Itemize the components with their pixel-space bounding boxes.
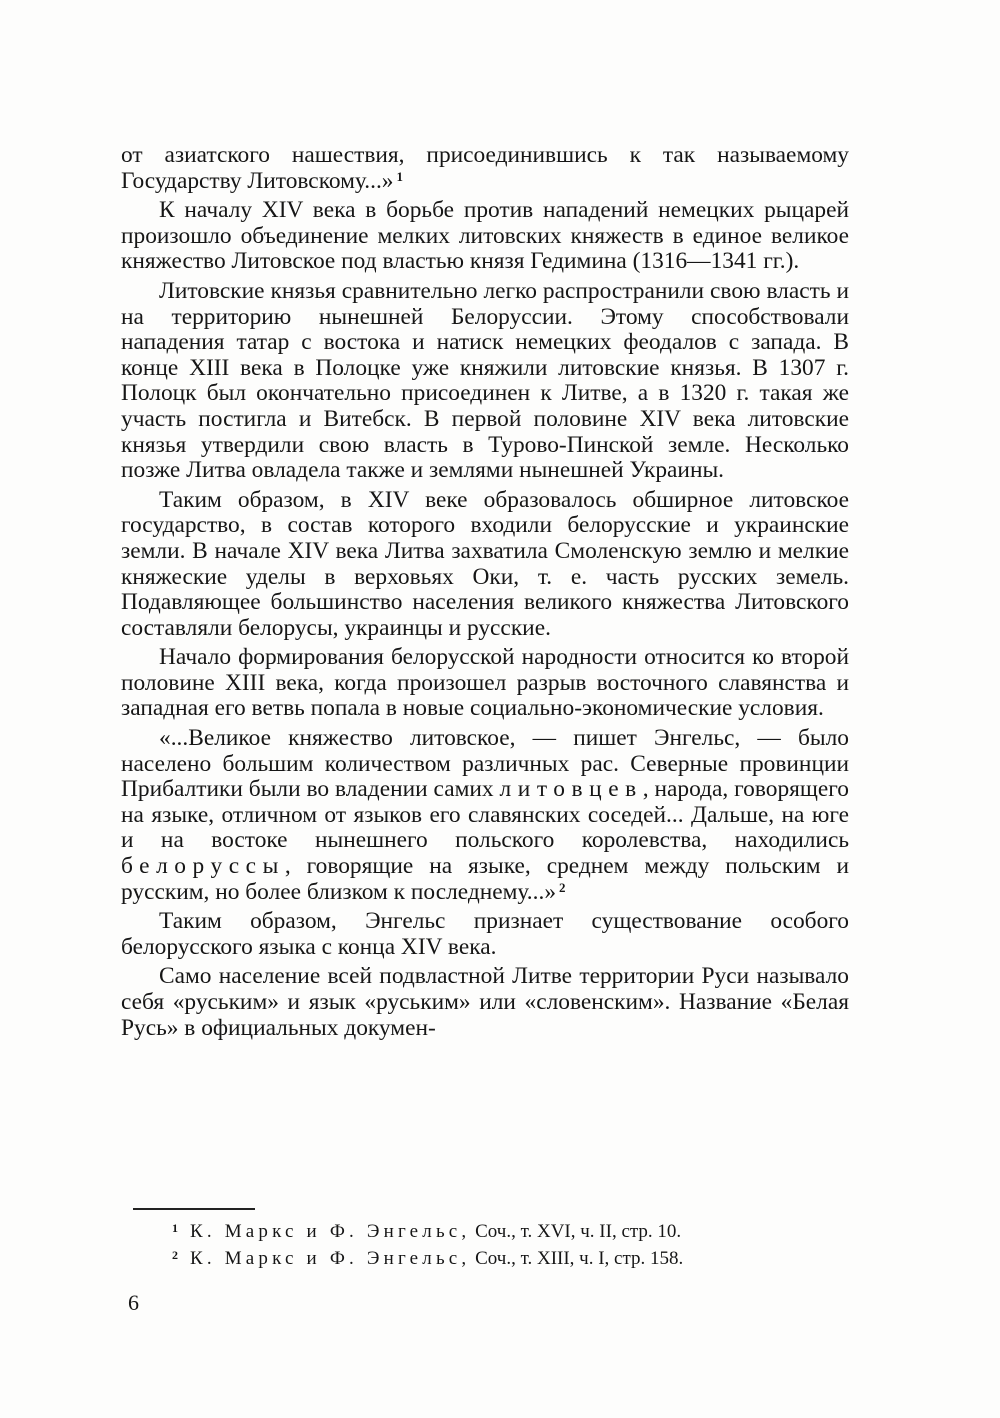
paragraph-text: от азиатского нашествия, присоединившись к так называемому Государству Литовскому...» — [121, 142, 849, 194]
body-text — [121, 143, 849, 1045]
quote-part-2: , народа, говорящего на языке, отличном от языков его славянских соседей... Дальше, на юге и на востоке нынешнего польского королевства, находились — [121, 776, 849, 854]
footnote-ref-2[interactable]: 2 — [559, 879, 566, 895]
paragraph-8: Само население всей подвластной Литве территории Руси называло себя «руським» и язык «руським» или «словенским». Название «Белая Русь» в официальных докумен- — [121, 963, 849, 1041]
footnote-author: К. Маркс и Ф. Энгельс, — [190, 1221, 471, 1242]
quote-emphasis-belarusians: белоруссы — [121, 853, 285, 880]
quote-part-1: «...Великое княжество литовское, — пишет Энгельс, — было населено большим количеством различных рас. Северные провинции Прибалтики были во владении самих — [121, 725, 849, 803]
footnotes — [172, 1219, 832, 1273]
engels-quote — [121, 726, 849, 905]
paragraph-2: К началу XIV века в борьбе против нападений немецких рыцарей произошло объединение мелких литовских княжеств в единое великое княжество Литовское под властью князя Гедимина (1316—1341 гг.). — [121, 197, 849, 275]
paragraph-3: Литовские князья сравнительно легко распространили свою власть и на территорию нынешней Белоруссии. Этому способствовали нападения татар с востока и натиск немецких феодалов с запада. В конце XIII века в Полоцке уже княжили литовские князья. В 1307 г. Полоцк был окончательно присоединен к Литве, а в 1320 г. такая же участь постигла и Витебск. В первой половине XIV века литовские князья утвердили свою власть в Турово-Пинской земле. Несколько позже Литва овладела также и землями нынешней Украины. — [121, 277, 849, 484]
footnote-reference: Соч., т. XVI, ч. II, стр. 10. — [475, 1221, 682, 1242]
paragraph-4: Таким образом, в XIV веке образовалось обширное литовское государство, в состав которого входили белорусские и украинские земли. В начале XIV века Литва захватила Смоленскую землю и мелкие княжеские уделы в верховьях Оки, т. е. часть русских земель. Подавляющее большинство населения великого княжества Литовского составляли белорусы, украинцы и русские. — [121, 486, 849, 641]
footnote-author: К. Маркс и Ф. Энгельс, — [190, 1248, 471, 1269]
footnote-1 — [172, 1219, 832, 1246]
footnote-reference: Соч., т. XIII, ч. I, стр. 158. — [475, 1248, 684, 1269]
footnote-number: 2 — [172, 1248, 178, 1262]
paragraph-5: Начало формирования белорусской народности относится ко второй половине XIII века, когда произошел разрыв восточного славянства и западная его ветвь попала в новые социально-экономические условия. — [121, 644, 849, 722]
paragraph-7: Таким образом, Энгельс признает существование особого белорусского языка с конца XIV века. — [121, 908, 849, 960]
footnote-number: 1 — [172, 1221, 178, 1235]
footnote-ref-1[interactable]: 1 — [396, 168, 404, 184]
footnote-divider — [133, 1208, 255, 1210]
quote-emphasis-lithuanians: литовцев — [499, 776, 643, 803]
paragraph-1 — [121, 143, 849, 194]
quote-part-3: , говорящие на языке, среднем между польским и русским, но более близком к последнему...» — [121, 853, 849, 905]
page-number: 6 — [128, 1290, 139, 1315]
footnote-2 — [172, 1246, 832, 1273]
